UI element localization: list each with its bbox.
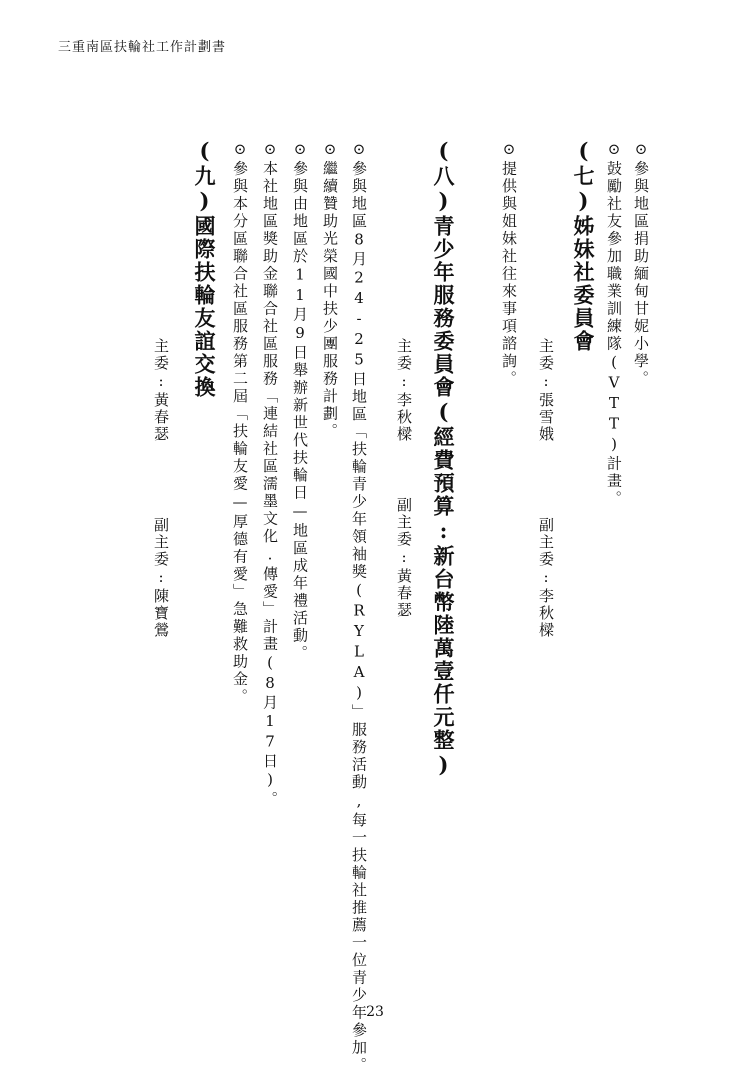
section-heading-8: (八)青少年服務委員會(經費預算:新台幣陸萬壹仟元整) bbox=[431, 138, 456, 779]
list-item: ⊙參與地區捐助緬甸甘妮小學。 bbox=[632, 140, 650, 388]
chair-name: 主委:李秋樑 bbox=[395, 338, 413, 443]
vice-chair-name: 副主委:黃春瑟 bbox=[395, 497, 413, 619]
list-item: ⊙提供與姐妹社往來事項諮詢。 bbox=[500, 140, 518, 388]
list-item: ⊙參與地區8月24-25日地區「扶輪青少年領袖獎(RYLA)」服務活動,每一扶輪社推薦一位青少年參加。 bbox=[350, 140, 368, 1075]
page-number: 23 bbox=[366, 1004, 384, 1020]
list-item: ⊙參與本分區聯合社區服務第二屆「扶輪友愛—厚德有愛」急難救助金。 bbox=[231, 140, 249, 706]
vice-chair-name: 副主委:李秋樑 bbox=[537, 517, 555, 639]
list-item: ⊙本社地區獎助金聯合社區服務「連結社區濡墨文化.傳愛」計畫(8月17日)。 bbox=[261, 140, 279, 809]
section-heading-7: (七)姊妹社委員會 bbox=[571, 138, 596, 353]
vice-chair-name: 副主委:陳寶鶯 bbox=[152, 517, 170, 639]
chair-name: 主委:黃春瑟 bbox=[152, 338, 170, 443]
list-item: ⊙參與由地區於11月9日舉辦新世代扶輪日—地區成年禮活動。 bbox=[291, 140, 309, 663]
list-item: ⊙繼續贊助光榮國中扶少團服務計劃。 bbox=[321, 140, 339, 441]
list-item: ⊙鼓勵社友參加職業訓練隊(VTT)計畫。 bbox=[605, 140, 623, 508]
chair-name: 主委:張雪娥 bbox=[537, 338, 555, 443]
section-heading-9: (九)國際扶輪友誼交換 bbox=[192, 138, 217, 399]
document-header: 三重南區扶輪社工作計劃書 bbox=[58, 40, 227, 55]
